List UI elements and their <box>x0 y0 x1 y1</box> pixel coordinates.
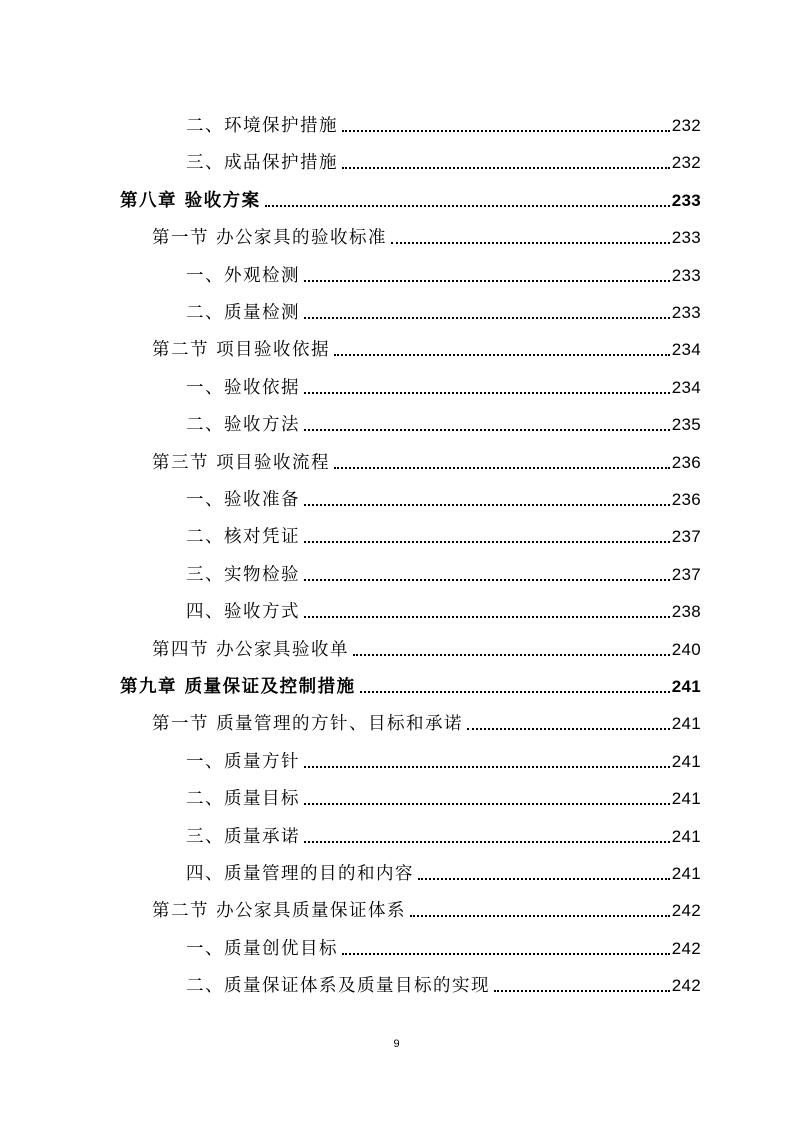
toc-entry-label: 三、成品保护措施 <box>186 153 338 174</box>
toc-entry-item[interactable] <box>186 549 701 586</box>
toc-entry-label: 第四节 办公家具验收单 <box>152 639 350 660</box>
toc-entry-page-number: 233 <box>671 303 701 322</box>
toc-entry-page-number: 241 <box>671 826 701 846</box>
toc-entry-page-number: 238 <box>671 602 701 622</box>
toc-entry-label: 一、外观检测 <box>186 265 300 286</box>
toc-entry-page-number: 237 <box>671 527 701 547</box>
toc-entry-item[interactable] <box>186 511 701 548</box>
toc-entry-page-number: 242 <box>671 901 701 921</box>
toc-entry-page-number: 241 <box>671 789 701 809</box>
toc-entry-label: 三、质量承诺 <box>186 826 300 847</box>
toc-entry-label: 四、质量管理的目的和内容 <box>186 864 414 884</box>
dot-leader <box>342 129 670 132</box>
dot-leader <box>304 540 670 543</box>
toc-entry-section[interactable] <box>152 698 701 735</box>
dot-leader <box>265 204 670 207</box>
toc-entry-item[interactable] <box>186 773 701 810</box>
dot-leader <box>391 241 670 244</box>
toc-entry-label: 第二节 项目验收依据 <box>152 340 331 361</box>
toc-entry-item[interactable] <box>186 736 701 773</box>
toc-entry-label: 一、质量创优目标 <box>186 938 338 959</box>
toc-entry-page-number: 233 <box>671 265 701 285</box>
page-number: 9 <box>393 1038 400 1050</box>
dot-leader <box>304 765 670 768</box>
toc-entry-page-number: 232 <box>671 153 701 173</box>
toc-entry-item[interactable] <box>186 399 701 436</box>
dot-leader <box>304 840 670 843</box>
toc-entry-item[interactable] <box>186 586 701 623</box>
toc-entry-section[interactable] <box>152 624 701 661</box>
toc-entry-item[interactable] <box>186 960 701 997</box>
toc-entry-item[interactable] <box>186 100 701 137</box>
toc-entry-item[interactable] <box>186 474 701 511</box>
toc-entry-item[interactable] <box>186 923 701 960</box>
toc-entry-chapter[interactable] <box>120 175 701 212</box>
toc-entry-label: 第一节 质量管理的方针、目标和承诺 <box>152 714 464 735</box>
toc-entry-page-number: 236 <box>671 452 701 472</box>
toc-entry-item[interactable] <box>186 362 701 399</box>
toc-entry-label: 第三节 项目验收流程 <box>152 452 331 473</box>
dot-leader <box>342 952 670 955</box>
toc-entry-item[interactable] <box>186 250 701 287</box>
dot-leader <box>410 914 670 917</box>
toc-entry-page-number: 242 <box>671 976 701 996</box>
toc-entry-label: 一、验收依据 <box>186 377 300 398</box>
toc-entry-page-number: 232 <box>671 116 701 135</box>
toc-entry-label: 二、质量保证体系及质量目标的实现 <box>186 976 490 997</box>
dot-leader <box>418 877 670 880</box>
toc-entry-page-number: 241 <box>671 864 701 883</box>
toc-entry-page-number: 233 <box>671 228 701 248</box>
toc-entry-section[interactable] <box>152 437 701 474</box>
dot-leader <box>304 802 670 805</box>
toc-entry-chapter[interactable] <box>120 661 701 698</box>
dot-leader <box>304 503 670 506</box>
dot-leader <box>494 989 670 992</box>
toc-entry-item[interactable] <box>186 287 701 324</box>
toc-entry-page-number: 233 <box>671 190 701 210</box>
toc-entry-label: 第二节 办公家具质量保证体系 <box>152 901 407 922</box>
toc-entry-page-number: 241 <box>671 677 701 696</box>
dot-leader <box>304 279 670 282</box>
dot-leader <box>334 353 670 356</box>
dot-leader <box>304 316 670 319</box>
toc-entry-page-number: 237 <box>671 564 701 584</box>
toc-entry-label: 第一节 办公家具的验收标准 <box>152 228 388 249</box>
toc-entry-page-number: 235 <box>671 415 701 435</box>
toc-entry-section[interactable] <box>152 212 701 249</box>
toc-entry-label: 二、质量检测 <box>186 303 300 323</box>
toc-entry-label: 一、验收准备 <box>186 490 300 510</box>
toc-entry-label: 二、验收方法 <box>186 415 300 436</box>
toc-entry-page-number: 241 <box>671 751 701 771</box>
dot-leader <box>304 615 670 618</box>
toc-entry-page-number: 234 <box>671 377 701 397</box>
dot-leader <box>353 653 670 656</box>
toc-entry-label: 二、核对凭证 <box>186 527 300 548</box>
toc-entry-label: 四、验收方式 <box>186 602 300 623</box>
toc-entry-page-number: 242 <box>671 938 701 958</box>
toc-entry-page-number: 241 <box>671 714 701 734</box>
dot-leader <box>334 466 670 469</box>
toc-entry-label: 二、质量目标 <box>186 789 300 810</box>
toc-entry-page-number: 234 <box>671 340 701 360</box>
dot-leader <box>304 391 670 394</box>
dot-leader <box>467 727 670 730</box>
toc-entry-label: 第九章 质量保证及控制措施 <box>120 677 356 697</box>
dot-leader <box>304 578 670 581</box>
toc-entry-item[interactable] <box>186 137 701 174</box>
toc-entry-label: 一、质量方针 <box>186 751 300 772</box>
toc-entry-label: 二、环境保护措施 <box>186 116 338 136</box>
dot-leader <box>342 166 670 169</box>
dot-leader <box>360 690 670 693</box>
toc-entry-page-number: 236 <box>671 490 701 509</box>
toc-entry-section[interactable] <box>152 324 701 361</box>
toc-entry-label: 第八章 验收方案 <box>120 190 261 211</box>
toc-entry-item[interactable] <box>186 848 701 885</box>
toc-entry-label: 三、实物检验 <box>186 564 300 585</box>
dot-leader <box>304 428 670 431</box>
toc-entry-section[interactable] <box>152 885 701 922</box>
toc-entry-page-number: 240 <box>671 639 701 659</box>
toc-entry-item[interactable] <box>186 811 701 848</box>
